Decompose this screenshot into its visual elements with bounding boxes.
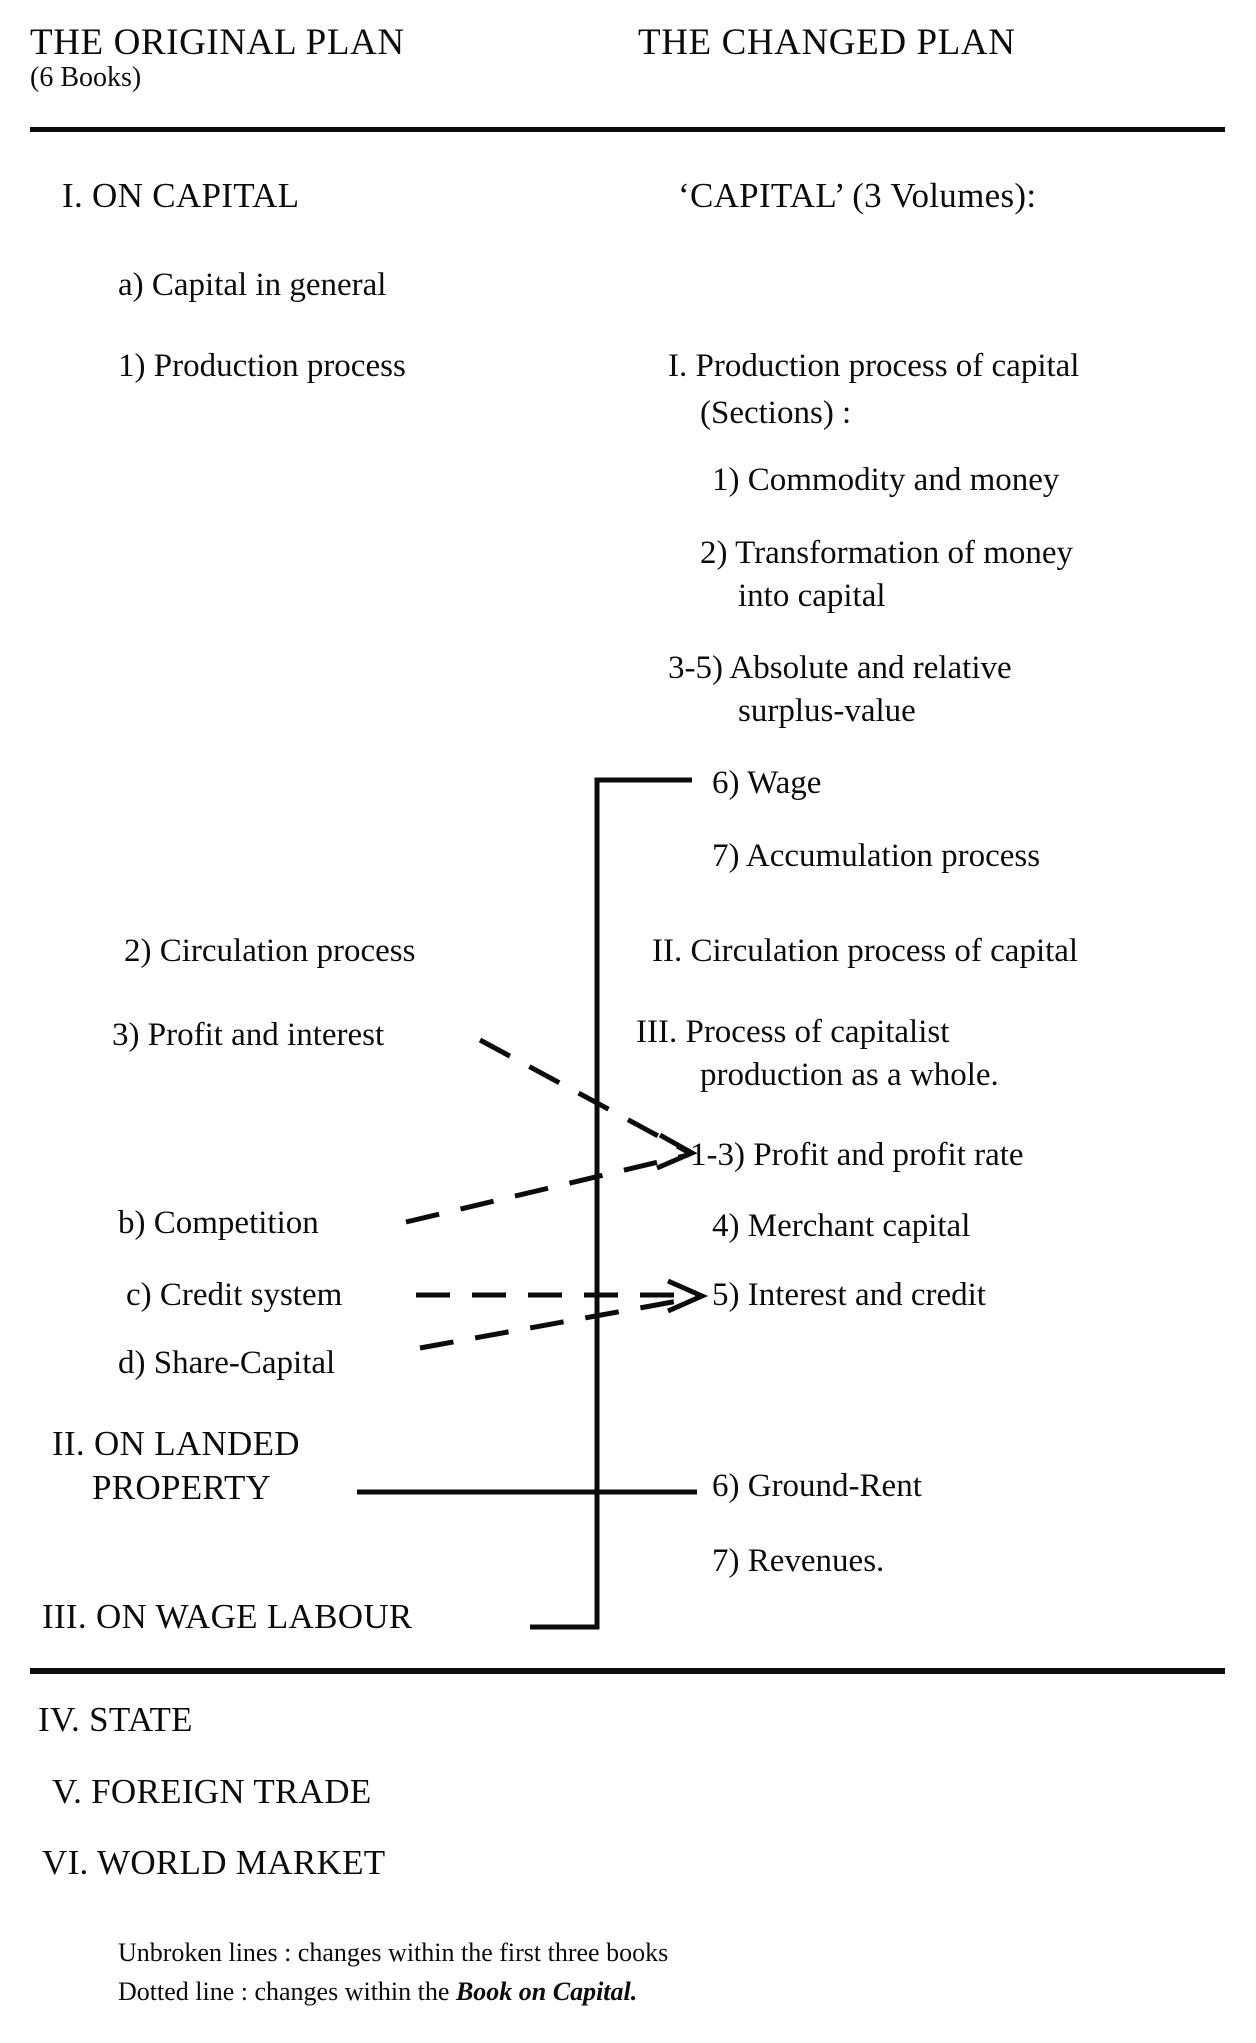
right-section-two: II. Circulation process of capital — [652, 933, 1079, 969]
left-item-credit-system: c) Credit system — [126, 1277, 343, 1313]
right-section-one-line2: (Sections) : — [700, 395, 852, 431]
right-subitem-surplus-value: surplus-value — [738, 693, 916, 729]
connector-profit-interest-to-profit-rate — [480, 1040, 688, 1152]
right-section-three-line2: production as a whole. — [700, 1057, 999, 1093]
left-item-share-capital: d) Share-Capital — [118, 1345, 336, 1381]
right-column-title: THE CHANGED PLAN — [638, 22, 1016, 63]
book-v-foreign-trade: V. FOREIGN TRADE — [52, 1772, 372, 1811]
legend-dotted-line — [118, 1975, 637, 2009]
right-subitem-profit-and-profit-rate: 1-3) Profit and profit rate — [690, 1137, 1024, 1173]
right-subitem-wage: 6) Wage — [712, 765, 822, 801]
arrowhead-profit-rate — [657, 1135, 692, 1168]
top-divider — [30, 127, 1225, 132]
left-column-title: THE ORIGINAL PLAN — [30, 22, 405, 63]
legend-dotted-italic: Book on Capital. — [455, 1977, 638, 2006]
left-heading-on-wage-labour: III. ON WAGE LABOUR — [42, 1597, 413, 1636]
left-item-profit-and-interest: 3) Profit and interest — [112, 1017, 385, 1053]
right-subitem-ground-rent: 6) Ground-Rent — [712, 1468, 922, 1504]
right-subitem-interest-and-credit: 5) Interest and credit — [712, 1277, 986, 1313]
book-iv-state: IV. STATE — [38, 1700, 193, 1739]
book-vi-world-market: VI. WORLD MARKET — [42, 1843, 386, 1882]
right-subitem-accumulation-process: 7) Accumulation process — [712, 838, 1041, 874]
right-heading-capital: ‘CAPITAL’ (3 Volumes): — [678, 176, 1037, 215]
right-subitem-into-capital: into capital — [738, 578, 886, 614]
right-section-three-line1: III. Process of capitalist — [636, 1014, 950, 1050]
arrowhead-interest-credit — [668, 1281, 702, 1311]
left-heading-on-landed-property-line2: PROPERTY — [92, 1468, 272, 1507]
right-subitem-revenues: 7) Revenues. — [712, 1543, 885, 1579]
left-heading-on-capital: I. ON CAPITAL — [62, 176, 300, 215]
left-item-circulation-process: 2) Circulation process — [124, 933, 416, 969]
left-column-subtitle: (6 Books) — [30, 62, 142, 93]
right-subitem-merchant-capital: 4) Merchant capital — [712, 1208, 971, 1244]
right-subitem-absolute-and-relative: 3-5) Absolute and relative — [668, 650, 1012, 686]
left-item-production-process: 1) Production process — [118, 348, 406, 384]
left-item-capital-in-general: a) Capital in general — [118, 267, 387, 303]
connector-competition-to-profit-rate — [406, 1155, 688, 1222]
left-item-competition: b) Competition — [118, 1205, 319, 1241]
right-subitem-commodity-and-money: 1) Commodity and money — [712, 462, 1060, 498]
connector-share-capital-to-interest-credit — [420, 1297, 700, 1348]
left-heading-on-landed-property-line1: II. ON LANDED — [52, 1424, 300, 1463]
right-subitem-transformation-of-money: 2) Transformation of money — [700, 535, 1074, 571]
legend-dotted-prefix: Dotted line : changes within the — [118, 1977, 456, 2006]
bottom-divider — [30, 1668, 1225, 1674]
connector-wage-to-wage-labour — [530, 780, 692, 1627]
legend-unbroken-lines: Unbroken lines : changes within the first three books — [118, 1938, 669, 1967]
right-section-one-line1: I. Production process of capital — [668, 348, 1080, 384]
